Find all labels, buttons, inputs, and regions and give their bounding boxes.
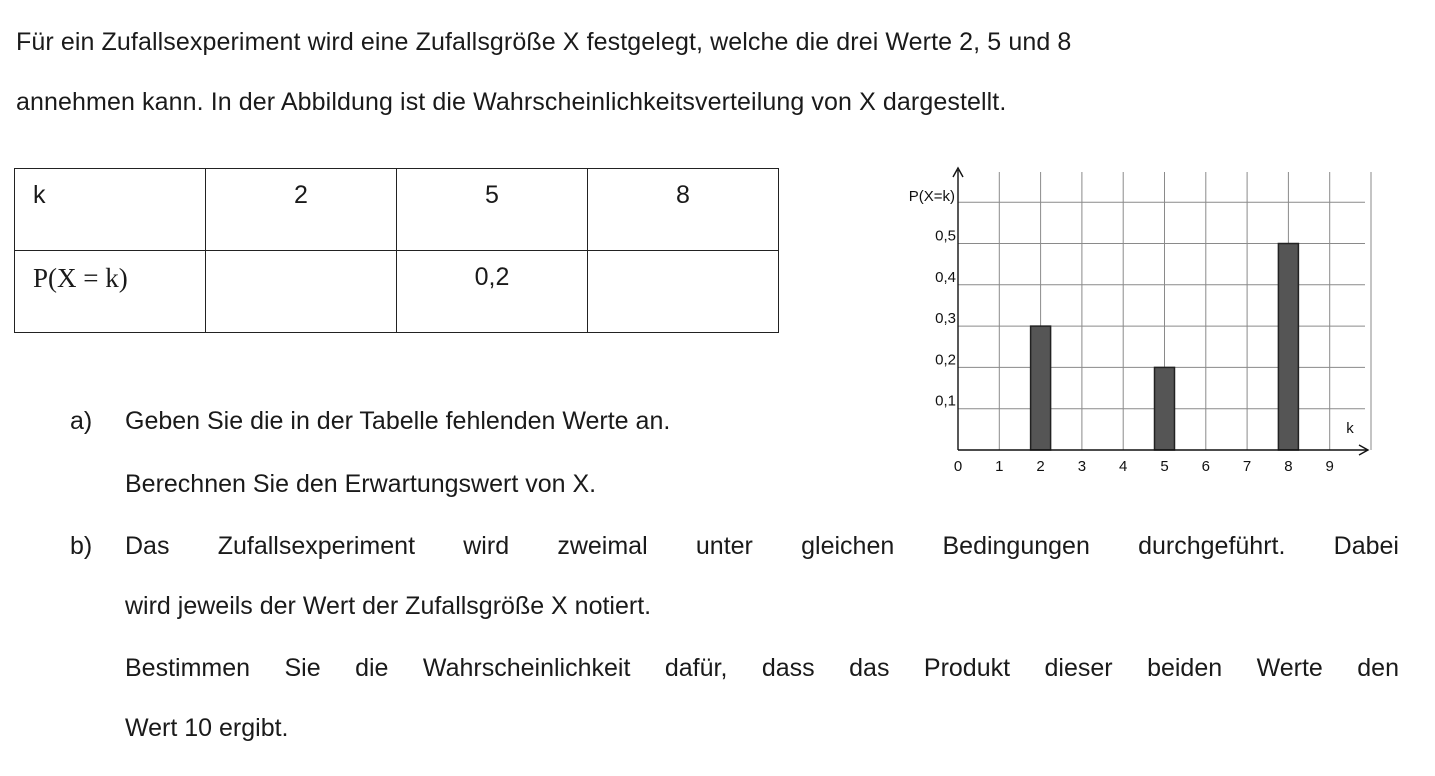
intro-line-1: Für ein Zufallsexperiment wird eine Zufallsgröße X festgelegt, welche die drei Werte 2, 5 und 8 bbox=[16, 28, 1072, 56]
intro-line-2: annehmen kann. In der Abbildung ist die Wahrscheinlichkeitsverteilung von X dargestellt. bbox=[16, 88, 1007, 116]
table-cell-p-label: P(X = k) bbox=[15, 251, 206, 333]
y-axis-title: P(X=k) bbox=[908, 188, 955, 206]
task-a-line-1: Geben Sie die in der Tabelle fehlenden Werte an. bbox=[125, 407, 671, 435]
task-b-line-3: Bestimmen Sie die Wahrscheinlichkeit dafür, dass das Produkt dieser beiden Werte den bbox=[125, 654, 1399, 682]
task-b-label: b) bbox=[70, 532, 93, 560]
task-b-line-4: Wert 10 ergibt. bbox=[125, 714, 289, 742]
y-tick-label: 0,2 bbox=[935, 351, 956, 369]
table-cell-k-label: k bbox=[15, 169, 206, 251]
task-b-line-1: Das Zufallsexperiment wird zweimal unter gleichen Bedingungen durchgeführt. Dabei bbox=[125, 532, 1399, 560]
table-cell-k-8: 8 bbox=[588, 169, 779, 251]
bar-k-5 bbox=[1155, 367, 1175, 450]
x-axis-title: k bbox=[1346, 420, 1354, 437]
task-b-line-2: wird jeweils der Wert der Zufallsgröße X notiert. bbox=[125, 592, 652, 620]
bar-k-8 bbox=[1278, 244, 1298, 451]
table-cell-k-2: 2 bbox=[206, 169, 397, 251]
x-tick-label: 0 bbox=[953, 458, 963, 475]
y-tick-label: 0,1 bbox=[935, 392, 956, 410]
table-prob-row bbox=[15, 251, 779, 333]
x-tick-label: 8 bbox=[1284, 458, 1293, 475]
x-tick-label: 4 bbox=[1119, 458, 1128, 475]
x-tick-label: 9 bbox=[1325, 458, 1334, 475]
table-cell-p-2 bbox=[206, 251, 397, 333]
table-cell-p-8 bbox=[588, 251, 779, 333]
x-tick-label: 3 bbox=[1077, 458, 1087, 475]
table-cell-p-5: 0,2 bbox=[397, 251, 588, 333]
table-header-row bbox=[15, 169, 779, 251]
x-tick-label: 2 bbox=[1036, 458, 1045, 475]
y-tick-label: 0,4 bbox=[935, 268, 956, 286]
table-cell-k-5: 5 bbox=[397, 169, 588, 251]
x-tick-label: 6 bbox=[1201, 458, 1210, 475]
task-a-line-2: Berechnen Sie den Erwartungswert von X. bbox=[125, 470, 597, 498]
y-tick-label: 0,3 bbox=[935, 310, 956, 328]
x-tick-label: 7 bbox=[1242, 458, 1252, 475]
y-tick-label: 0,5 bbox=[935, 227, 956, 245]
x-tick-label: 5 bbox=[1160, 458, 1169, 475]
probability-bar-chart bbox=[880, 160, 1380, 490]
bar-k-2 bbox=[1031, 326, 1051, 450]
x-tick-label: 1 bbox=[995, 458, 1004, 475]
task-a-label: a) bbox=[70, 407, 93, 435]
probability-table bbox=[14, 168, 779, 333]
